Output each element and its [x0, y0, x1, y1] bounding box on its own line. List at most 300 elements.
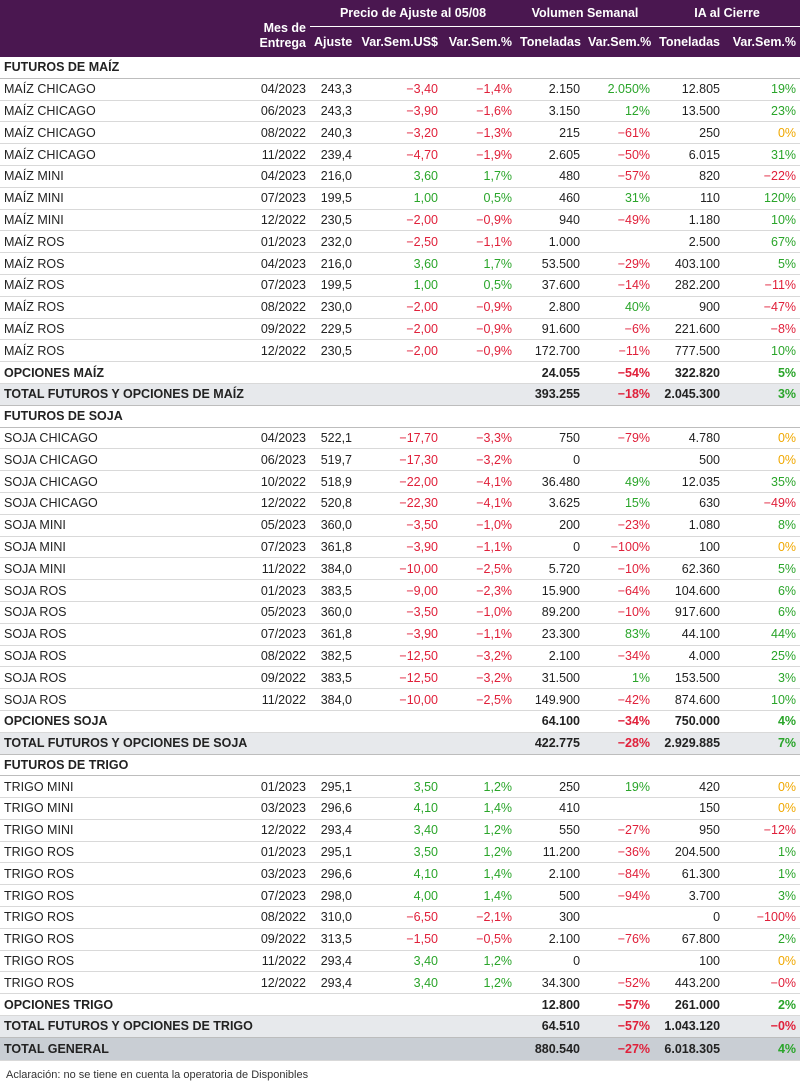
ia-toneladas: 100 [654, 950, 724, 972]
options-label: OPCIONES SOJA [0, 710, 516, 732]
var-sem-usd: 3,40 [356, 819, 442, 841]
vol-var-pct: 31% [584, 187, 654, 209]
vol-toneladas: 91.600 [516, 318, 584, 340]
ajuste: 243,3 [310, 100, 356, 122]
table-row [0, 340, 800, 362]
ia-toneladas: 3.700 [654, 885, 724, 907]
vol-toneladas: 2.100 [516, 645, 584, 667]
delivery-month: 08/2022 [248, 645, 310, 667]
vol-var-pct: 49% [584, 471, 654, 493]
delivery-month: 01/2023 [248, 776, 310, 798]
total-label: TOTAL FUTUROS Y OPCIONES DE SOJA [0, 732, 516, 754]
var-sem-usd: −3,50 [356, 601, 442, 623]
var-sem-pct: −1,6% [442, 100, 516, 122]
table-row [0, 776, 800, 798]
ia-var-pct: 0% [724, 776, 800, 798]
ia-var-pct: 35% [724, 471, 800, 493]
var-sem-pct: −3,2% [442, 449, 516, 471]
section-total-row [0, 732, 800, 754]
table-row [0, 449, 800, 471]
ia-toneladas: 917.600 [654, 601, 724, 623]
ajuste: 383,5 [310, 580, 356, 602]
ia-var-pct: 5% [724, 362, 800, 384]
delivery-month: 07/2023 [248, 885, 310, 907]
contract-name: SOJA ROS [0, 601, 248, 623]
header-mes-line2: Entrega [259, 36, 306, 50]
vol-toneladas: 3.150 [516, 100, 584, 122]
table-row [0, 231, 800, 253]
contract-name: TRIGO ROS [0, 841, 248, 863]
ajuste: 298,0 [310, 885, 356, 907]
ia-var-pct: 7% [724, 732, 800, 754]
ia-var-pct: −100% [724, 907, 800, 929]
delivery-month: 01/2023 [248, 841, 310, 863]
ia-var-pct: 2% [724, 994, 800, 1016]
ajuste: 383,5 [310, 667, 356, 689]
ia-var-pct: 1% [724, 841, 800, 863]
contract-name: SOJA MINI [0, 536, 248, 558]
delivery-month: 03/2023 [248, 863, 310, 885]
var-sem-pct: −1,0% [442, 601, 516, 623]
header-ia-toneladas: Toneladas [654, 27, 724, 58]
table-row [0, 689, 800, 711]
vol-toneladas: 460 [516, 187, 584, 209]
vol-var-pct: −27% [584, 819, 654, 841]
vol-toneladas: 37.600 [516, 274, 584, 296]
var-sem-pct: 1,7% [442, 253, 516, 275]
ajuste: 229,5 [310, 318, 356, 340]
options-row [0, 710, 800, 732]
ajuste: 519,7 [310, 449, 356, 471]
ajuste: 230,5 [310, 340, 356, 362]
vol-var-pct: −50% [584, 144, 654, 166]
var-sem-pct: −0,9% [442, 318, 516, 340]
ia-var-pct: 0% [724, 449, 800, 471]
var-sem-usd: −17,70 [356, 427, 442, 449]
vol-toneladas: 0 [516, 449, 584, 471]
vol-var-pct [584, 231, 654, 253]
vol-var-pct: −100% [584, 536, 654, 558]
ia-toneladas: 13.500 [654, 100, 724, 122]
delivery-month: 10/2022 [248, 471, 310, 493]
ia-var-pct: 19% [724, 78, 800, 100]
delivery-month: 09/2022 [248, 928, 310, 950]
delivery-month: 12/2022 [248, 972, 310, 994]
var-sem-usd: −22,00 [356, 471, 442, 493]
section-title: FUTUROS DE SOJA [0, 405, 800, 427]
delivery-month: 11/2022 [248, 689, 310, 711]
contract-name: SOJA CHICAGO [0, 427, 248, 449]
vol-var-pct: −18% [584, 383, 654, 405]
vol-var-pct: −54% [584, 362, 654, 384]
contract-name: MAÍZ CHICAGO [0, 100, 248, 122]
table-row [0, 798, 800, 820]
ia-toneladas: 104.600 [654, 580, 724, 602]
ia-var-pct: 23% [724, 100, 800, 122]
ajuste: 520,8 [310, 492, 356, 514]
vol-var-pct: −57% [584, 994, 654, 1016]
contract-name: MAÍZ MINI [0, 187, 248, 209]
var-sem-usd: 4,10 [356, 863, 442, 885]
section-header-row [0, 405, 800, 427]
vol-toneladas: 5.720 [516, 558, 584, 580]
vol-toneladas: 0 [516, 536, 584, 558]
grand-total-label: TOTAL GENERAL [0, 1037, 516, 1060]
ajuste: 313,5 [310, 928, 356, 950]
var-sem-usd: −2,00 [356, 296, 442, 318]
section-title: FUTUROS DE TRIGO [0, 754, 800, 776]
contract-name: MAÍZ MINI [0, 209, 248, 231]
ia-toneladas: 204.500 [654, 841, 724, 863]
var-sem-pct: −2,5% [442, 689, 516, 711]
ajuste: 382,5 [310, 645, 356, 667]
ia-toneladas: 221.600 [654, 318, 724, 340]
table-row [0, 318, 800, 340]
var-sem-pct: −3,2% [442, 645, 516, 667]
ajuste: 199,5 [310, 274, 356, 296]
vol-toneladas: 64.510 [516, 1016, 584, 1038]
vol-var-pct: −52% [584, 972, 654, 994]
contract-name: SOJA ROS [0, 580, 248, 602]
vol-toneladas: 64.100 [516, 710, 584, 732]
ia-var-pct: 4% [724, 710, 800, 732]
total-label: TOTAL FUTUROS Y OPCIONES DE MAÍZ [0, 383, 516, 405]
vol-var-pct: 2.050% [584, 78, 654, 100]
var-sem-usd: −3,50 [356, 514, 442, 536]
ia-toneladas: 900 [654, 296, 724, 318]
table-row [0, 78, 800, 100]
table-header [0, 0, 800, 57]
vol-var-pct: −57% [584, 1016, 654, 1038]
var-sem-usd: 3,50 [356, 776, 442, 798]
delivery-month: 08/2022 [248, 907, 310, 929]
delivery-month: 04/2023 [248, 165, 310, 187]
delivery-month: 12/2022 [248, 819, 310, 841]
var-sem-usd: −10,00 [356, 689, 442, 711]
table-row [0, 841, 800, 863]
vol-var-pct: 83% [584, 623, 654, 645]
table-row [0, 601, 800, 623]
vol-toneladas: 300 [516, 907, 584, 929]
delivery-month: 11/2022 [248, 950, 310, 972]
footnote: Aclaración: no se tiene en cuenta la operatoria de Disponibles [6, 1068, 309, 1081]
contract-name: TRIGO ROS [0, 928, 248, 950]
vol-toneladas: 940 [516, 209, 584, 231]
ia-var-pct: 0% [724, 950, 800, 972]
var-sem-pct: 1,2% [442, 776, 516, 798]
ia-toneladas: 67.800 [654, 928, 724, 950]
vol-toneladas: 53.500 [516, 253, 584, 275]
vol-toneladas: 31.500 [516, 667, 584, 689]
section-header-row [0, 57, 800, 78]
header-var-usd: Var.Sem.US$ [356, 27, 442, 58]
var-sem-pct: 1,2% [442, 950, 516, 972]
section-header-row [0, 754, 800, 776]
vol-var-pct: −34% [584, 645, 654, 667]
ia-toneladas: 6.018.305 [654, 1037, 724, 1060]
vol-var-pct [584, 449, 654, 471]
table-row [0, 165, 800, 187]
delivery-month: 09/2022 [248, 667, 310, 689]
delivery-month: 05/2023 [248, 601, 310, 623]
var-sem-pct: −1,9% [442, 144, 516, 166]
ia-toneladas: 12.035 [654, 471, 724, 493]
header-vol-toneladas: Toneladas [516, 27, 584, 58]
contract-name: SOJA CHICAGO [0, 492, 248, 514]
ajuste: 199,5 [310, 187, 356, 209]
vol-var-pct: −10% [584, 558, 654, 580]
ia-var-pct: 0% [724, 427, 800, 449]
ia-var-pct: 5% [724, 253, 800, 275]
vol-toneladas: 36.480 [516, 471, 584, 493]
var-sem-usd: −3,40 [356, 78, 442, 100]
var-sem-usd: −3,20 [356, 122, 442, 144]
contract-name: MAÍZ CHICAGO [0, 78, 248, 100]
contract-name: SOJA ROS [0, 645, 248, 667]
ia-toneladas: 950 [654, 819, 724, 841]
contract-name: SOJA CHICAGO [0, 471, 248, 493]
ia-toneladas: 1.043.120 [654, 1016, 724, 1038]
ia-var-pct: −11% [724, 274, 800, 296]
delivery-month: 07/2023 [248, 536, 310, 558]
var-sem-pct: 1,2% [442, 841, 516, 863]
ia-var-pct: 1% [724, 863, 800, 885]
table-row [0, 492, 800, 514]
table-row [0, 645, 800, 667]
ia-toneladas: 750.000 [654, 710, 724, 732]
vol-var-pct: 12% [584, 100, 654, 122]
vol-var-pct: −64% [584, 580, 654, 602]
var-sem-pct: −2,1% [442, 907, 516, 929]
table-row [0, 580, 800, 602]
header-var-pct: Var.Sem.% [442, 27, 516, 58]
ia-toneladas: 4.780 [654, 427, 724, 449]
table-row [0, 427, 800, 449]
vol-var-pct: −14% [584, 274, 654, 296]
ajuste: 293,4 [310, 819, 356, 841]
var-sem-usd: −12,50 [356, 667, 442, 689]
delivery-month: 04/2023 [248, 253, 310, 275]
contract-name: MAÍZ ROS [0, 253, 248, 275]
var-sem-usd: −10,00 [356, 558, 442, 580]
ia-toneladas: 12.805 [654, 78, 724, 100]
contract-name: TRIGO MINI [0, 798, 248, 820]
var-sem-pct: −1,1% [442, 623, 516, 645]
vol-toneladas: 480 [516, 165, 584, 187]
table-row [0, 623, 800, 645]
ajuste: 239,4 [310, 144, 356, 166]
vol-var-pct: 40% [584, 296, 654, 318]
ajuste: 361,8 [310, 623, 356, 645]
contract-name: SOJA CHICAGO [0, 449, 248, 471]
ia-var-pct: 0% [724, 122, 800, 144]
ia-var-pct: 3% [724, 667, 800, 689]
contract-name: SOJA ROS [0, 623, 248, 645]
vol-toneladas: 422.775 [516, 732, 584, 754]
delivery-month: 07/2023 [248, 623, 310, 645]
ajuste: 360,0 [310, 601, 356, 623]
ia-var-pct: 5% [724, 558, 800, 580]
vol-toneladas: 750 [516, 427, 584, 449]
delivery-month: 06/2023 [248, 100, 310, 122]
var-sem-usd: 3,40 [356, 950, 442, 972]
table-row [0, 514, 800, 536]
var-sem-pct: −1,3% [442, 122, 516, 144]
section-total-row [0, 383, 800, 405]
ajuste: 230,5 [310, 209, 356, 231]
ajuste: 243,3 [310, 78, 356, 100]
delivery-month: 12/2022 [248, 209, 310, 231]
table-row [0, 144, 800, 166]
vol-toneladas: 34.300 [516, 972, 584, 994]
ajuste: 293,4 [310, 950, 356, 972]
delivery-month: 09/2022 [248, 318, 310, 340]
ia-toneladas: 62.360 [654, 558, 724, 580]
var-sem-usd: −2,50 [356, 231, 442, 253]
vol-toneladas: 2.100 [516, 928, 584, 950]
total-label: TOTAL FUTUROS Y OPCIONES DE TRIGO [0, 1016, 516, 1038]
ajuste: 361,8 [310, 536, 356, 558]
var-sem-usd: −3,90 [356, 100, 442, 122]
ajuste: 295,1 [310, 776, 356, 798]
vol-toneladas: 2.605 [516, 144, 584, 166]
options-label: OPCIONES TRIGO [0, 994, 516, 1016]
table-body [0, 57, 800, 1060]
ajuste: 384,0 [310, 689, 356, 711]
var-sem-pct: −4,1% [442, 471, 516, 493]
delivery-month: 07/2023 [248, 274, 310, 296]
table-row [0, 972, 800, 994]
vol-toneladas: 172.700 [516, 340, 584, 362]
table-row [0, 536, 800, 558]
ia-var-pct: −0% [724, 972, 800, 994]
table-row [0, 667, 800, 689]
delivery-month: 08/2022 [248, 122, 310, 144]
ajuste: 518,9 [310, 471, 356, 493]
vol-toneladas: 1.000 [516, 231, 584, 253]
header-precio-group: Precio de Ajuste al 05/08 [310, 0, 516, 27]
vol-toneladas: 410 [516, 798, 584, 820]
contract-name: TRIGO ROS [0, 885, 248, 907]
ia-var-pct: −12% [724, 819, 800, 841]
table-row [0, 100, 800, 122]
ia-toneladas: 110 [654, 187, 724, 209]
vol-toneladas: 149.900 [516, 689, 584, 711]
ia-toneladas: 2.045.300 [654, 383, 724, 405]
ia-toneladas: 403.100 [654, 253, 724, 275]
contract-name: SOJA ROS [0, 667, 248, 689]
ajuste: 295,1 [310, 841, 356, 863]
var-sem-usd: −3,90 [356, 623, 442, 645]
var-sem-usd: 1,00 [356, 187, 442, 209]
vol-toneladas: 89.200 [516, 601, 584, 623]
ia-var-pct: 6% [724, 601, 800, 623]
table-row [0, 950, 800, 972]
vol-toneladas: 0 [516, 950, 584, 972]
ia-var-pct: −0% [724, 1016, 800, 1038]
contract-name: MAÍZ ROS [0, 318, 248, 340]
var-sem-usd: 4,00 [356, 885, 442, 907]
ia-toneladas: 2.929.885 [654, 732, 724, 754]
ajuste: 293,4 [310, 972, 356, 994]
contract-name: SOJA ROS [0, 689, 248, 711]
vol-toneladas: 3.625 [516, 492, 584, 514]
vol-var-pct: −84% [584, 863, 654, 885]
ia-toneladas: 282.200 [654, 274, 724, 296]
ia-toneladas: 500 [654, 449, 724, 471]
ia-var-pct: 8% [724, 514, 800, 536]
ia-var-pct: 10% [724, 689, 800, 711]
contract-name: TRIGO ROS [0, 863, 248, 885]
ia-var-pct: 2% [724, 928, 800, 950]
delivery-month: 03/2023 [248, 798, 310, 820]
contract-name: TRIGO MINI [0, 819, 248, 841]
table-row [0, 863, 800, 885]
delivery-month: 05/2023 [248, 514, 310, 536]
vol-var-pct: −27% [584, 1037, 654, 1060]
vol-var-pct: −36% [584, 841, 654, 863]
table-row [0, 928, 800, 950]
header-vol-var-pct: Var.Sem.% [584, 27, 654, 58]
contract-name: MAÍZ ROS [0, 340, 248, 362]
vol-var-pct: −29% [584, 253, 654, 275]
delivery-month: 01/2023 [248, 580, 310, 602]
contract-name: SOJA MINI [0, 558, 248, 580]
header-mes-line1: Mes de [263, 21, 306, 35]
delivery-month: 07/2023 [248, 187, 310, 209]
ia-var-pct: 6% [724, 580, 800, 602]
table-row [0, 907, 800, 929]
vol-var-pct [584, 950, 654, 972]
var-sem-pct: −1,0% [442, 514, 516, 536]
contract-name: TRIGO ROS [0, 972, 248, 994]
header-ia-var-pct: Var.Sem.% [724, 27, 800, 58]
var-sem-pct: 1,2% [442, 972, 516, 994]
options-row [0, 362, 800, 384]
vol-toneladas: 550 [516, 819, 584, 841]
ia-var-pct: 120% [724, 187, 800, 209]
contract-name: TRIGO ROS [0, 907, 248, 929]
var-sem-pct: 1,4% [442, 863, 516, 885]
var-sem-pct: −0,5% [442, 928, 516, 950]
ia-toneladas: 153.500 [654, 667, 724, 689]
table-row [0, 471, 800, 493]
var-sem-pct: 1,4% [442, 885, 516, 907]
contract-name: MAÍZ ROS [0, 231, 248, 253]
options-label: OPCIONES MAÍZ [0, 362, 516, 384]
contract-name: TRIGO ROS [0, 950, 248, 972]
vol-var-pct [584, 907, 654, 929]
var-sem-usd: −6,50 [356, 907, 442, 929]
ia-toneladas: 443.200 [654, 972, 724, 994]
ia-var-pct: −47% [724, 296, 800, 318]
table-row [0, 253, 800, 275]
contract-name: TRIGO MINI [0, 776, 248, 798]
vol-var-pct: −79% [584, 427, 654, 449]
vol-toneladas: 2.800 [516, 296, 584, 318]
ajuste: 230,0 [310, 296, 356, 318]
ia-var-pct: 3% [724, 383, 800, 405]
delivery-month: 11/2022 [248, 558, 310, 580]
contract-name: MAÍZ ROS [0, 296, 248, 318]
ia-toneladas: 150 [654, 798, 724, 820]
vol-toneladas: 200 [516, 514, 584, 536]
var-sem-usd: −12,50 [356, 645, 442, 667]
var-sem-usd: −2,00 [356, 340, 442, 362]
ajuste: 296,6 [310, 798, 356, 820]
vol-toneladas: 11.200 [516, 841, 584, 863]
vol-toneladas: 24.055 [516, 362, 584, 384]
